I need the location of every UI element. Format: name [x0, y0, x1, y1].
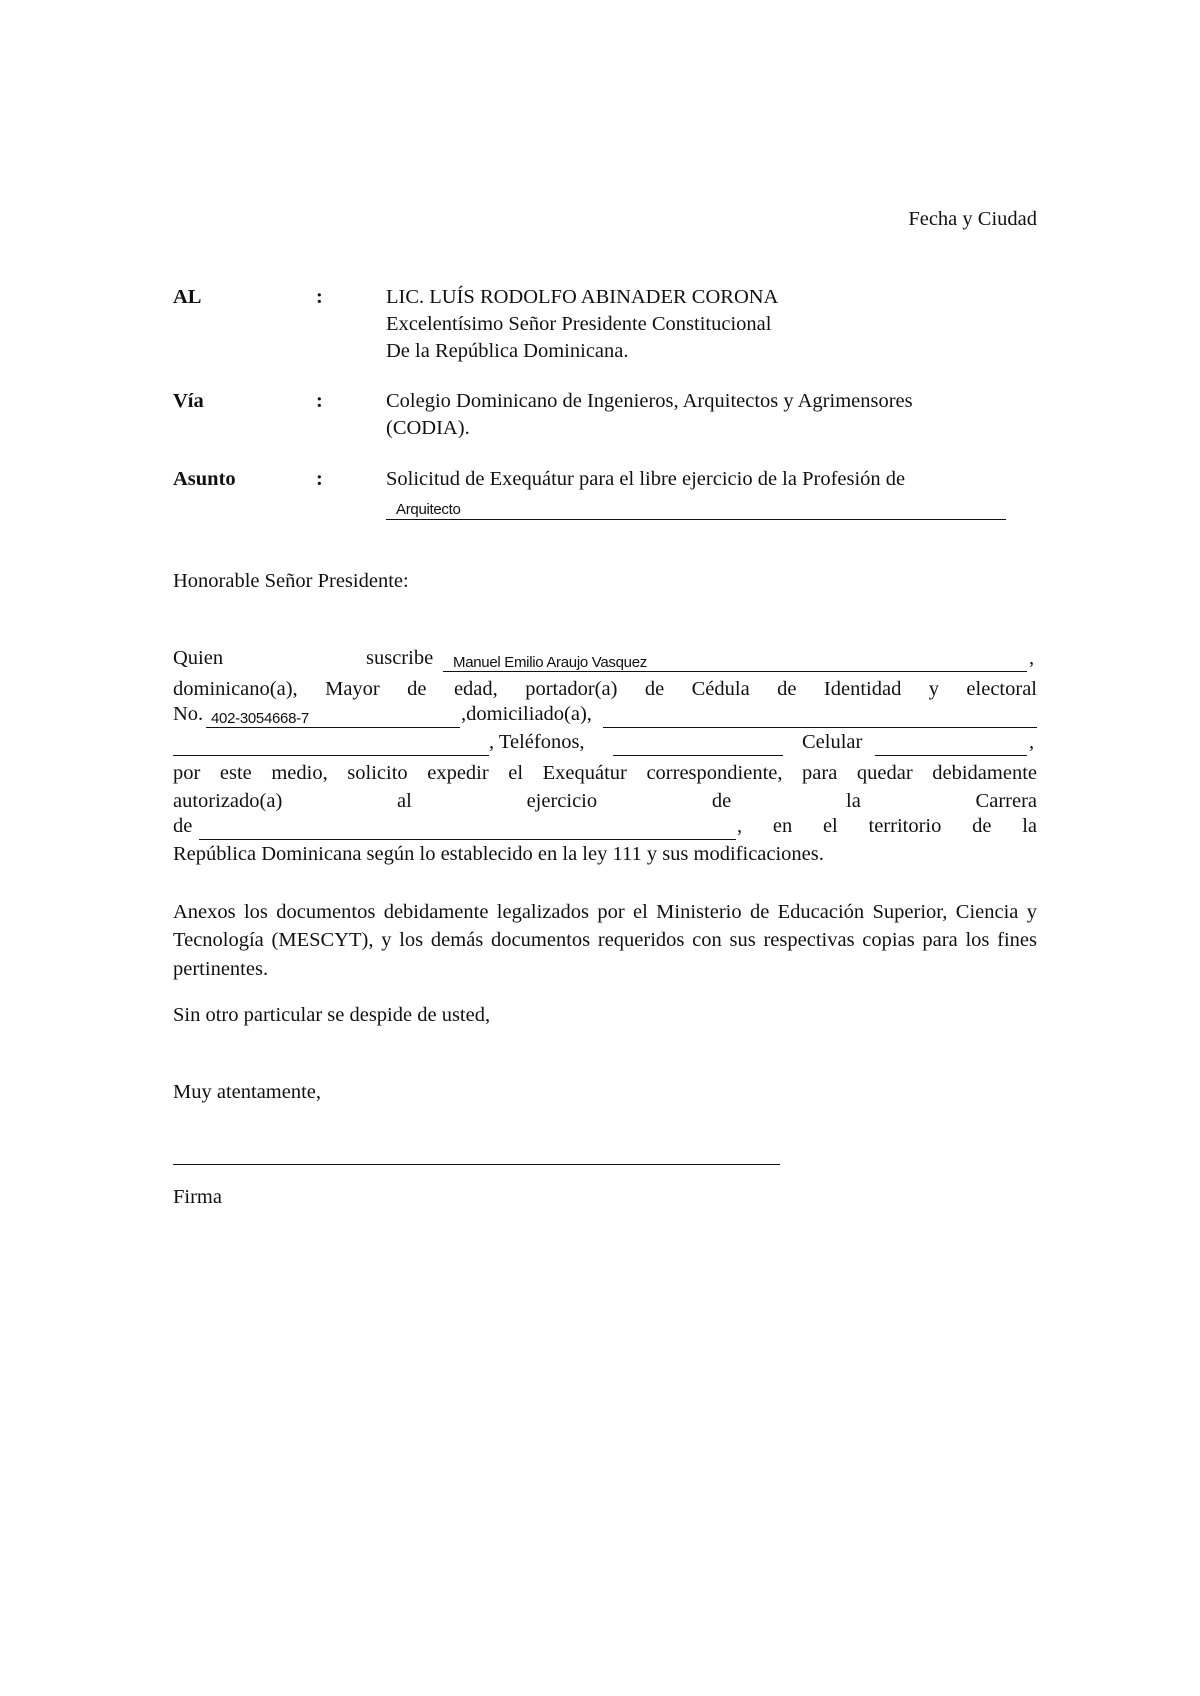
via-text-1: Colegio Dominicano de Ingenieros, Arquitectos y Agrimensores [386, 390, 913, 412]
to-colon: : [316, 286, 323, 308]
celular-underline [875, 755, 1027, 756]
subject-text: Solicitud de Exequátur para el libre ejercicio de la Profesión de [386, 468, 906, 490]
body-line-6: autorizado(a) al ejercicio de la Carrera [173, 790, 1037, 812]
id-underline [206, 727, 460, 728]
via-colon: : [316, 390, 323, 412]
profession-value: Arquitecto [396, 501, 461, 518]
celular-label: Celular [802, 731, 863, 753]
date-place: Fecha y Ciudad [908, 208, 1037, 230]
signature-line [173, 1164, 780, 1165]
closing-text: Sin otro particular se despide de usted, [173, 1004, 491, 1026]
telefonos-label: , Teléfonos, [489, 731, 585, 753]
via-text-2: (CODIA). [386, 417, 470, 439]
salutation: Honorable Señor Presidente: [173, 570, 409, 592]
body-line-2: dominicano(a), Mayor de edad, portador(a) de Cédula de Identidad y electoral [173, 678, 1037, 700]
id-value: 402-3054668-7 [211, 710, 309, 727]
quien-word: Quien [173, 647, 224, 669]
de-word: de [173, 815, 193, 837]
carrera-underline [199, 839, 736, 840]
regards-text: Muy atentamente, [173, 1081, 322, 1103]
annex-paragraph: Anexos los documentos debidamente legalizados por el Ministerio de Educación Superior, Ciencia y Tecnología (MESCYT), y los demás documentos requeridos con sus respectivas copias para los fines pertinentes. [173, 901, 1037, 980]
domicilio-underline [603, 727, 1037, 728]
territorio-text: , en el territorio de la [737, 815, 1037, 837]
body-line-8: República Dominicana según lo establecido en la ley 111 y sus modificaciones. [173, 843, 824, 865]
name-underline [443, 671, 1027, 672]
domicilio-label: ,domiciliado(a), [461, 703, 592, 725]
signature-label: Firma [173, 1186, 222, 1208]
to-title-1: Excelentísimo Señor Presidente Constitucional [386, 313, 772, 335]
name-comma: , [1029, 647, 1035, 669]
profession-underline [386, 519, 1006, 520]
celular-comma: , [1029, 731, 1035, 753]
no-label: No. [173, 703, 204, 725]
body-line-5: por este medio, solicito expedir el Exequátur correspondiente, para quedar debidamente [173, 762, 1037, 784]
to-label: AL [173, 286, 202, 308]
address-underline [173, 755, 489, 756]
subject-label: Asunto [173, 468, 236, 490]
name-value: Manuel Emilio Araujo Vasquez [453, 654, 647, 671]
via-label: Vía [173, 390, 204, 412]
telefonos-underline [613, 755, 783, 756]
suscribe-word: suscribe [366, 647, 434, 669]
to-name: LIC. LUÍS RODOLFO ABINADER CORONA [386, 286, 779, 308]
to-title-2: De la República Dominicana. [386, 340, 629, 362]
subject-colon: : [316, 468, 323, 490]
